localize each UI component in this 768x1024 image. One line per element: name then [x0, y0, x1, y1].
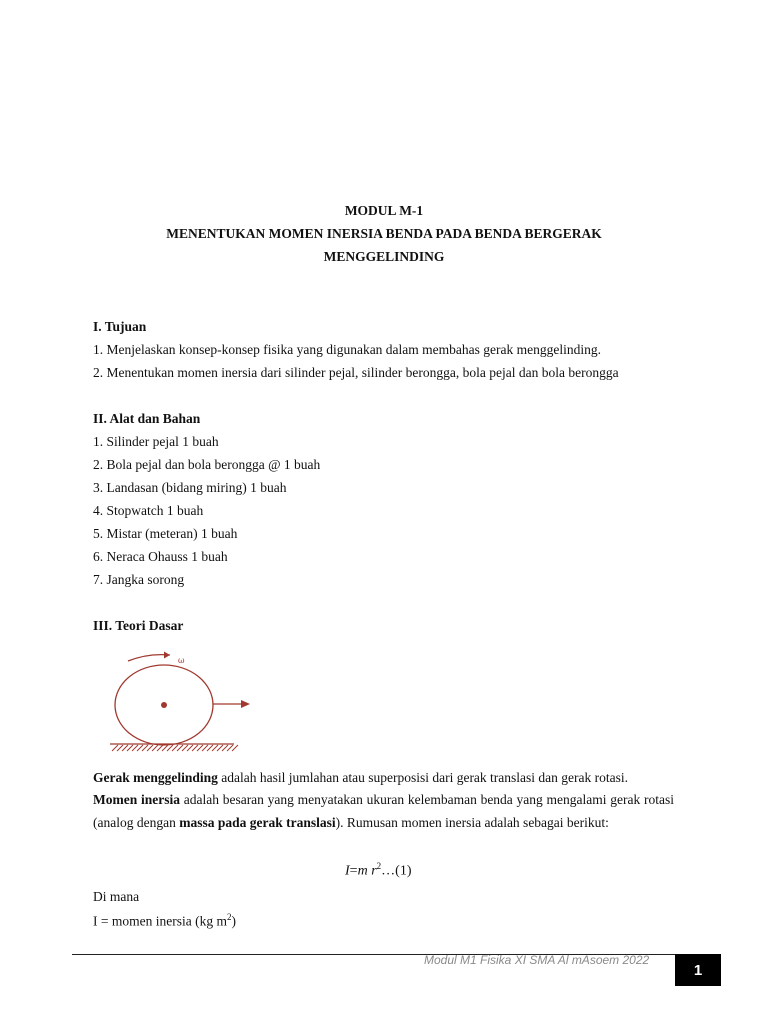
alat-item: 4. Stopwatch 1 buah [93, 503, 204, 518]
hatch-mark [162, 745, 168, 751]
hatch-mark [192, 745, 198, 751]
document-title-line2: MENGGELINDING [323, 249, 445, 264]
hatch-mark [167, 745, 173, 751]
dimana-label: Di mana [93, 889, 140, 904]
hatch-mark [137, 745, 143, 751]
module-label: MODUL M-1 [344, 203, 424, 218]
hatch-mark [227, 745, 233, 751]
hatch-mark [197, 745, 203, 751]
hatch-mark [127, 745, 133, 751]
hatch-mark [222, 745, 228, 751]
hatch-mark [187, 745, 193, 751]
hatch-mark [217, 745, 223, 751]
paragraph-momen-inersia: Momen inersia adalah besaran yang menyatakan ukuran kelembaman benda yang mengalami gerak rotasi (analog dengan massa pada gerak translasi). Rumusan momen inersia adalah sebagai berikut: [93, 792, 674, 830]
alat-item: 3. Landasan (bidang miring) 1 buah [93, 480, 287, 495]
hatch-mark [132, 745, 138, 751]
angular-velocity-label: ω [178, 656, 185, 665]
alat-item: 5. Mistar (meteran) 1 buah [93, 526, 238, 541]
hatch-mark [177, 745, 183, 751]
moment-of-inertia-formula: I=m $r^2\dots(1)$ [345, 861, 412, 879]
ground-hatching [112, 745, 238, 751]
paragraph-gerak-menggelinding: Gerak menggelinding adalah hasil jumlahan atau superposisi dari gerak translasi dan gerak rotasi. [93, 770, 629, 785]
term-massa-translasi: massa pada gerak translasi [179, 815, 336, 830]
section-teori-heading: III. Teori Dasar [93, 618, 184, 633]
alat-item: 6. Neraca Ohauss 1 buah [93, 549, 228, 564]
hatch-mark [172, 745, 178, 751]
hatch-mark [202, 745, 208, 751]
section-alat-heading: II. Alat dan Bahan [93, 411, 201, 426]
hatch-mark [157, 745, 163, 751]
rotation-arrowhead [164, 652, 170, 659]
hatch-mark [152, 745, 158, 751]
hatch-mark [147, 745, 153, 751]
term-momen-inersia: Momen inersia [93, 792, 180, 807]
hatch-mark [207, 745, 213, 751]
hatch-mark [212, 745, 218, 751]
hatch-mark [142, 745, 148, 751]
tujuan-item: 2. Menentukan momen inersia dari silinder pejal, silinder berongga, bola pejal dan bola berongga [93, 365, 619, 380]
definition-I: I = momen inersia (kg $m^2$) [93, 912, 236, 929]
hatch-mark [112, 745, 118, 751]
tujuan-item: 1. Menjelaskan konsep-konsep fisika yang digunakan dalam membahas gerak menggelinding. [93, 342, 601, 357]
rotation-arrow [128, 655, 170, 661]
rolling-cylinder-diagram [100, 645, 260, 755]
page-number: 1 [675, 954, 721, 986]
hatch-mark [182, 745, 188, 751]
alat-item: 1. Silinder pejal 1 buah [93, 434, 219, 449]
hatch-mark [122, 745, 128, 751]
velocity-arrowhead [241, 700, 250, 708]
center-point [161, 702, 167, 708]
term-gerak-menggelinding: Gerak menggelinding [93, 770, 218, 785]
hatch-mark [232, 745, 238, 751]
section-tujuan-heading: I. Tujuan [93, 319, 147, 334]
alat-item: 2. Bola pejal dan bola berongga @ 1 buah [93, 457, 321, 472]
hatch-mark [117, 745, 123, 751]
footer-text: Modul M1 Fisika XI SMA Al mAsoem 2022 [424, 953, 650, 967]
document-title-line1: MENENTUKAN MOMEN INERSIA BENDA PADA BENDA BERGERAK [166, 226, 602, 241]
alat-item: 7. Jangka sorong [93, 572, 185, 587]
